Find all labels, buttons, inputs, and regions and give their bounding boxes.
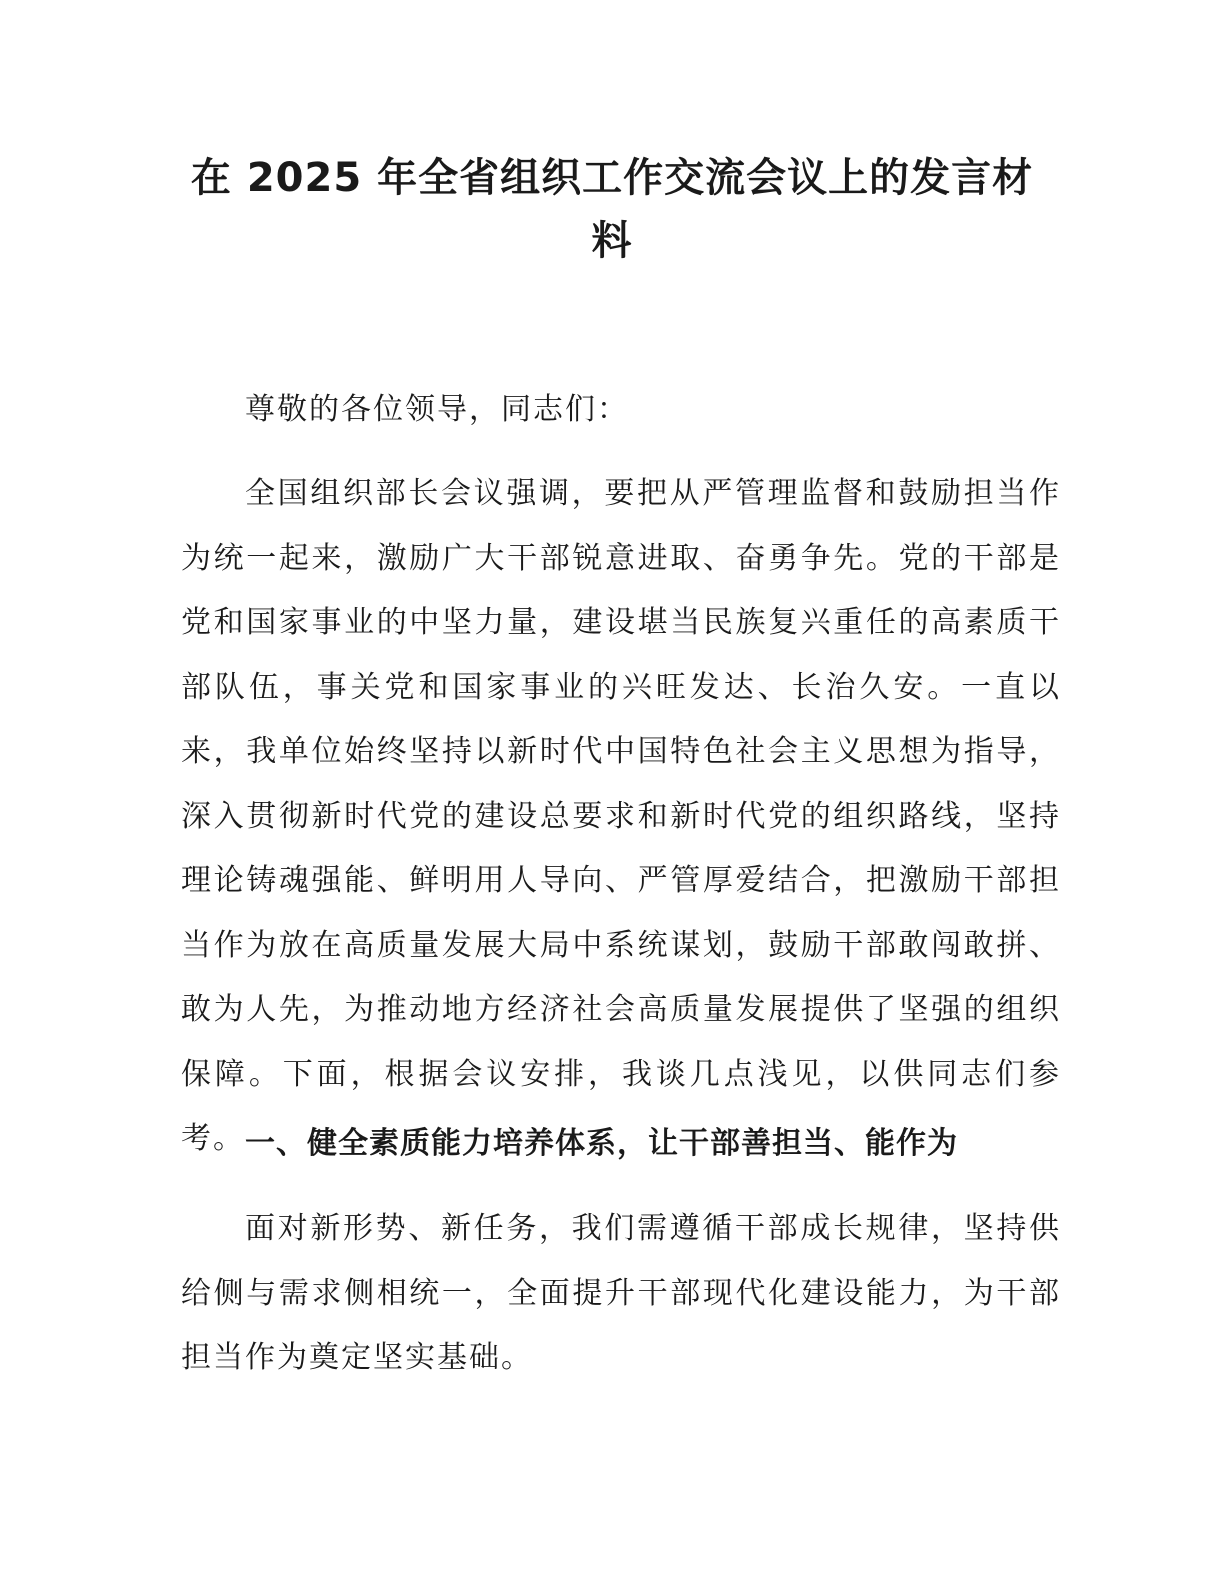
greeting: 尊敬的各位领导，同志们： xyxy=(245,392,629,427)
document-title: 在 2025 年全省组织工作交流会议上的发言材料 xyxy=(190,155,1034,264)
intro-paragraph: 全国组织部长会议强调，要把从严管理监督和鼓励担当作为统一起来，激励广大干部锐意进取、奋勇争先。党的干部是党和国家事业的中坚力量，建设堪当民族复兴重任的高素质干部队伍，事关党和国家事业的兴旺发达、长治久安。一直以来，我单位始终坚持以新时代中国特色社会主义思想为指导，深入贯彻新时代党的建设总要求和新时代党的组织路线，坚持理论铸魂强能、鲜明用人导向、严管厚爱结合，把激励干部担当作为放在高质量发展大局中系统谋划，鼓励干部敢闯敢拼、敢为人先，为推动地方经济社会高质量发展提供了坚强的组织保障。下面，根据会议安排，我谈几点浅见，以供同志们参考。 xyxy=(181,476,1061,1156)
section-1-heading: 一、健全素质能力培养体系，让干部善担当、能作为 xyxy=(245,1126,958,1161)
section-1-paragraph: 面对新形势、新任务，我们需遵循干部成长规律，坚持供给侧与需求侧相统一，全面提升干部现代化建设能力，为干部担当作为奠定坚实基础。 xyxy=(181,1211,1061,1375)
